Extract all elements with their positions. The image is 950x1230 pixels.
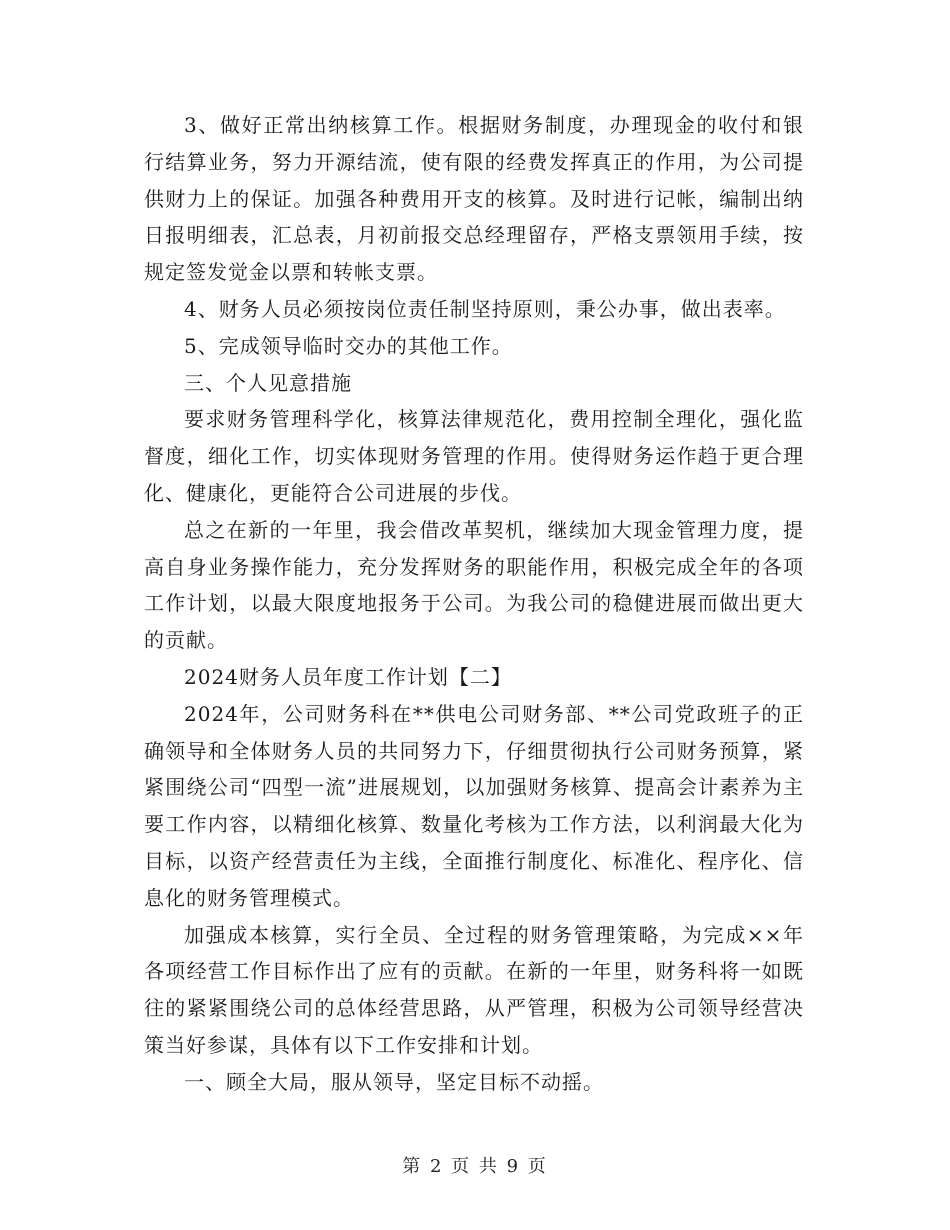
document-body (144, 107, 804, 1101)
paragraph: 4、财务人员必须按岗位责任制坚持原则，秉公办事，做出表率。 (184, 296, 786, 321)
paragraph: 5、完成领导临时交办的其他工作。 (184, 333, 513, 358)
paragraph: 要求财务管理科学化，核算法律规范化，费用控制全理化，强化监督度，细化工作，切实体现财务管理的作用。使得财务运作趋于更合理化、健康化，更能符合公司进展的步伐。 (144, 407, 804, 505)
paragraph: 3、做好正常出纳核算工作。根据财务制度，办理现金的收付和银行结算业务，努力开源结流，使有限的经费发挥真正的作用，为公司提供财力上的保证。加强各种费用开支的核算。及时进行记帐，编制出纳日报明细表，汇总表，月初前报交总经理留存，严格支票领用手续，按规定签发觉金以票和转帐支票。 (144, 113, 804, 285)
page-footer: 第 2 页 共 9 页 (402, 1156, 548, 1177)
paragraph: 总之在新的一年里，我会借改革契机，继续加大现金管理力度，提高自身业务操作能力，充分发挥财务的职能作用，积极完成全年的各项工作计划，以最大限度地报务于公司。为我公司的稳健进展而做出更大的贡献。 (144, 517, 804, 653)
section-heading: 三、个人见意措施 (184, 370, 352, 395)
paragraph: 2024年，公司财务科在**供电公司财务部、**公司党政班子的正确领导和全体财务人员的共同努力下，仔细贯彻执行公司财务预算，紧紧围绕公司“四型一流”进展规划，以加强财务核算、提高会计素养为主要工作内容，以精细化核算、数量化考核为工作方法，以利润最大化为目标，以资产经营责任为主线，全面推行制度化、标准化、程序化、信息化的财务管理模式。 (144, 701, 804, 910)
section-heading: 一、顾全大局，服从领导，坚定目标不动摇。 (184, 1069, 604, 1094)
paragraph: 加强成本核算，实行全员、全过程的财务管理策略，为完成××年各项经营工作目标作出了应有的贡献。在新的一年里，财务科将一如既往的紧紧围绕公司的总体经营思路，从严管理，积极为公司领导经营决策当好参谋，具体有以下工作安排和计划。 (144, 922, 804, 1057)
document-subtitle: 2024财务人员年度工作计划【二】 (184, 664, 512, 689)
